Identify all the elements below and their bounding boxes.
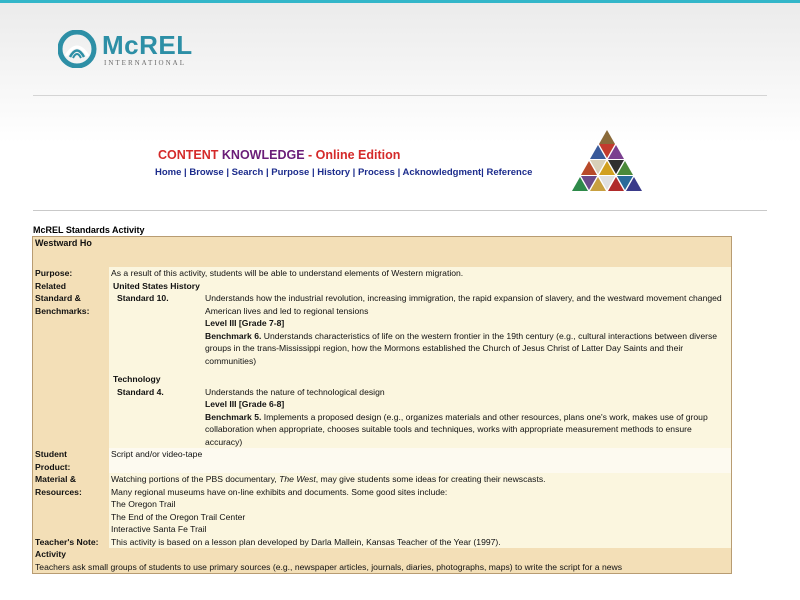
subject-us-history: United States History bbox=[113, 280, 200, 291]
teacher-note-row bbox=[33, 536, 732, 549]
teacher-note-label: Teacher's Note: bbox=[33, 536, 110, 549]
banner-part-content: CONTENT bbox=[158, 148, 222, 162]
benchmark-6-label: Benchmark 6. bbox=[205, 330, 262, 341]
product-text: Script and/or video-tape bbox=[109, 448, 732, 473]
nav-home[interactable]: Home bbox=[155, 167, 182, 178]
link-santa-fe-trail[interactable]: Interactive Santa Fe Trail bbox=[111, 524, 207, 534]
subject-pyramid-icon bbox=[568, 128, 646, 198]
nav-process[interactable]: Process bbox=[357, 167, 395, 178]
product-row bbox=[33, 448, 732, 473]
material-label: Material & Resources: bbox=[33, 473, 110, 536]
header-background bbox=[0, 3, 800, 143]
standard-4-level: Level III [Grade 6-8] bbox=[205, 399, 285, 409]
nav-browse[interactable]: Browse bbox=[189, 167, 224, 178]
activity-section bbox=[33, 548, 732, 574]
header-divider bbox=[33, 95, 767, 96]
activity-title-row bbox=[33, 237, 732, 268]
main-nav: Home | Browse | Search | Purpose | History | Process | Acknowledgment| Reference bbox=[155, 167, 533, 178]
standard-10-text: Understands how the industrial revolution, increasing immigration, the rapid expansion of slavery, and the westward movement changed American lives and led to regional tensions bbox=[205, 293, 722, 316]
nav-history[interactable]: History bbox=[317, 167, 350, 178]
activity-text: Teachers ask small groups of students to use primary sources (e.g., newspaper articles, journals, diaries, photographs, maps) to write the script for a news bbox=[35, 561, 623, 572]
logo-subtitle: INTERNATIONAL bbox=[104, 59, 186, 67]
material-row bbox=[33, 473, 732, 536]
standard-10-level: Level III [Grade 7-8] bbox=[205, 318, 285, 328]
standards-row bbox=[33, 280, 732, 449]
activity-title: Westward Ho bbox=[33, 237, 732, 268]
nav-acknowledgment[interactable]: Acknowledgment bbox=[402, 167, 482, 178]
benchmark-6-text: Understands characteristics of life on the western frontier in the 19th century (e.g., cultural interactions between diverse groups in the trans-Mississippi region, how the Mormons established the Church of Jesus Christ of Latter Day Saints and their communities) bbox=[205, 330, 718, 366]
standard-4-text: Understands the nature of technological design bbox=[205, 386, 385, 397]
teacher-note-text: This activity is based on a lesson plan developed by Darla Mallein, Kansas Teacher of the Year (1997). bbox=[109, 536, 732, 549]
benchmark-5-label: Benchmark 5. bbox=[205, 411, 262, 422]
section-title: McREL Standards Activity bbox=[33, 225, 145, 235]
nav-reference[interactable]: Reference bbox=[486, 167, 533, 178]
purpose-label: Purpose: bbox=[33, 267, 110, 280]
standard-10-label: Standard 10. bbox=[117, 293, 169, 303]
pbs-title: The West bbox=[279, 474, 316, 484]
benchmark-5 bbox=[203, 411, 729, 449]
nav-search[interactable]: Search bbox=[231, 167, 264, 178]
benchmark-6 bbox=[203, 330, 729, 368]
benchmark-5-text: Implements a proposed design (e.g., organizes materials and other resources, plans one's work, makes use of group collaboration when appropriate, chooses suitable tools and techniques, works with appropriate measurement methods to ensure accuracy) bbox=[205, 411, 708, 447]
mcrel-logo-icon bbox=[58, 30, 98, 68]
activity-table bbox=[32, 236, 732, 574]
activity-content bbox=[32, 236, 732, 574]
standards-label: Related Standard & Benchmarks: bbox=[33, 280, 110, 449]
banner-divider bbox=[33, 210, 767, 211]
mcrel-logo[interactable] bbox=[58, 28, 198, 72]
banner-part-knowledge: KNOWLEDGE bbox=[221, 148, 305, 162]
content-knowledge-banner bbox=[158, 148, 400, 162]
material-line-2: Many regional museums have on-line exhibits and documents. Some good sites include: bbox=[111, 486, 448, 497]
material-content bbox=[109, 473, 732, 536]
purpose-text: As a result of this activity, students will be able to understand elements of Western migration. bbox=[109, 267, 732, 280]
subject-technology: Technology bbox=[113, 374, 161, 384]
material-line-1: Watching portions of the PBS documentary, The West, may give students some ideas for creating their newscasts. bbox=[111, 474, 546, 484]
banner-part-edition: - Online Edition bbox=[304, 148, 401, 162]
nav-purpose[interactable]: Purpose bbox=[271, 167, 310, 178]
activity-row bbox=[33, 548, 732, 574]
standards-content bbox=[109, 280, 732, 449]
standard-4-label: Standard 4. bbox=[117, 386, 164, 397]
product-label: Student Product: bbox=[33, 448, 110, 473]
link-end-oregon-trail[interactable]: The End of the Oregon Trail Center bbox=[111, 511, 246, 522]
link-oregon-trail[interactable]: The Oregon Trail bbox=[111, 499, 176, 509]
logo-wordmark: McREL bbox=[102, 30, 193, 60]
purpose-row bbox=[33, 267, 732, 280]
activity-label: Activity bbox=[35, 549, 67, 559]
